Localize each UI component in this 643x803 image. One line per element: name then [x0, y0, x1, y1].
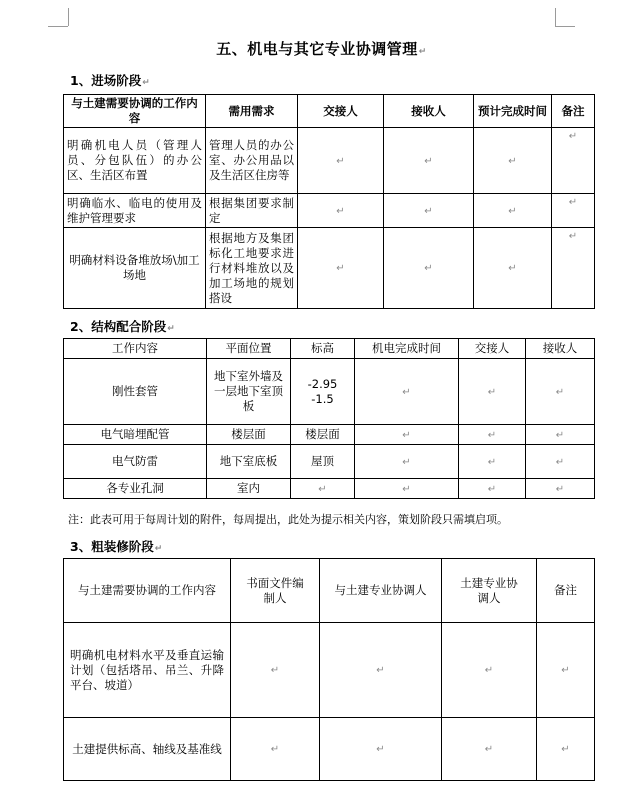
section-heading-rough-decoration: 3、粗装修阶段↵ — [70, 539, 163, 554]
table-cell: 土建提供标高、轴线及基准线 — [64, 718, 231, 781]
empty-cell: ↵ — [384, 194, 474, 228]
empty-cell: ↵ — [552, 194, 595, 228]
header-cell: 机电完成时间 — [355, 339, 459, 359]
structure-stage-table — [63, 338, 595, 499]
empty-cell: ↵ — [459, 479, 526, 499]
header-cell: 接收人 — [384, 95, 474, 128]
empty-cell: ↵ — [552, 228, 595, 309]
empty-cell: ↵ — [474, 128, 552, 194]
rough-decoration-table — [63, 558, 595, 781]
header-cell: 接收人 — [526, 339, 595, 359]
empty-cell: ↵ — [526, 425, 595, 445]
empty-cell: ↵ — [291, 479, 355, 499]
crop-mark-top-left-v — [68, 8, 69, 26]
section-heading-structure: 2、结构配合阶段↵ — [70, 319, 175, 334]
table-cell: 电气暗埋配管 — [64, 425, 207, 445]
header-cell: 工作内容 — [64, 339, 207, 359]
table-row — [64, 718, 595, 781]
empty-cell: ↵ — [442, 718, 537, 781]
table-cell: 楼层面 — [207, 425, 291, 445]
table-row — [64, 228, 595, 309]
table-cell: 楼层面 — [291, 425, 355, 445]
table-row — [64, 425, 595, 445]
header-cell: 平面位置 — [207, 339, 291, 359]
empty-cell: ↵ — [298, 128, 384, 194]
table-cell: -2.95 -1.5 — [291, 359, 355, 425]
table-cell: 屋顶 — [291, 445, 355, 479]
empty-cell: ↵ — [298, 228, 384, 309]
paragraph-mark-icon: ↵ — [142, 78, 150, 88]
empty-cell: ↵ — [320, 623, 442, 718]
section-heading-entry: 1、进场阶段↵ — [70, 73, 150, 88]
empty-cell: ↵ — [355, 445, 459, 479]
table-cell: 明确机电材料水平及垂直运输计划（包括塔吊、吊兰、升降平台、坡道） — [64, 623, 231, 718]
header-cell: 标高 — [291, 339, 355, 359]
table-row — [64, 445, 595, 479]
empty-cell: ↵ — [459, 445, 526, 479]
empty-cell: ↵ — [355, 359, 459, 425]
empty-cell: ↵ — [384, 128, 474, 194]
entry-stage-table — [63, 94, 595, 309]
table-cell: 管理人员的办公室、办公用品以及生活区住房等 — [206, 128, 298, 194]
table-header-row — [64, 339, 595, 359]
table-cell: 根据地方及集团标化工地要求进行材料堆放以及加工场地的规划搭设 — [206, 228, 298, 309]
table-cell: 地下室外墙及一层地下室顶板 — [207, 359, 291, 425]
empty-cell: ↵ — [384, 228, 474, 309]
table-cell: 电气防雷 — [64, 445, 207, 479]
table-cell: 明确材料设备堆放场\加工场地 — [64, 228, 206, 309]
table-cell: 室内 — [207, 479, 291, 499]
table-row — [64, 359, 595, 425]
header-cell: 预计完成时间 — [474, 95, 552, 128]
empty-cell: ↵ — [320, 718, 442, 781]
empty-cell: ↵ — [459, 359, 526, 425]
empty-cell: ↵ — [231, 718, 320, 781]
empty-cell: ↵ — [231, 623, 320, 718]
crop-mark-top-left-h — [48, 26, 68, 27]
header-cell: 交接人 — [298, 95, 384, 128]
crop-mark-top-right-v — [555, 8, 556, 26]
table-row — [64, 194, 595, 228]
crop-mark-top-right-h — [555, 26, 575, 27]
header-cell: 备注 — [552, 95, 595, 128]
table-cell: 地下室底板 — [207, 445, 291, 479]
header-cell: 交接人 — [459, 339, 526, 359]
table-cell: 明确机电人员（管理人员、分包队伍）的办公区、生活区布置 — [64, 128, 206, 194]
paragraph-mark-icon: ↵ — [167, 324, 175, 334]
empty-cell: ↵ — [459, 425, 526, 445]
header-cell: 书面文件编制人 — [231, 559, 320, 623]
table-note: 注：此表可用于每周计划的附件，每周提出，此处为提示相关内容，策划阶段只需填启项。 — [68, 513, 508, 526]
table-row — [64, 128, 595, 194]
empty-cell: ↵ — [537, 623, 595, 718]
table-cell: 根据集团要求制定 — [206, 194, 298, 228]
empty-cell: ↵ — [474, 228, 552, 309]
empty-cell: ↵ — [355, 425, 459, 445]
table-row — [64, 479, 595, 499]
header-cell: 土建专业协调人 — [442, 559, 537, 623]
empty-cell: ↵ — [526, 479, 595, 499]
header-cell: 需用需求 — [206, 95, 298, 128]
page-title: 五、机电与其它专业协调管理↵ — [216, 40, 427, 58]
empty-cell: ↵ — [526, 359, 595, 425]
table-cell: 明确临水、临电的使用及维护管理要求 — [64, 194, 206, 228]
header-cell: 与土建需要协调的工作内容 — [64, 95, 206, 128]
table-header-row — [64, 95, 595, 128]
table-cell: 各专业孔洞 — [64, 479, 207, 499]
empty-cell: ↵ — [442, 623, 537, 718]
table-cell: 刚性套管 — [64, 359, 207, 425]
paragraph-mark-icon: ↵ — [154, 544, 163, 554]
table-header-row — [64, 559, 595, 623]
empty-cell: ↵ — [474, 194, 552, 228]
table-row — [64, 623, 595, 718]
header-cell: 与土建需要协调的工作内容 — [64, 559, 231, 623]
paragraph-mark-icon: ↵ — [418, 47, 427, 57]
empty-cell: ↵ — [355, 479, 459, 499]
header-cell: 备注 — [537, 559, 595, 623]
empty-cell: ↵ — [526, 445, 595, 479]
header-cell: 与土建专业协调人 — [320, 559, 442, 623]
empty-cell: ↵ — [552, 128, 595, 194]
empty-cell: ↵ — [537, 718, 595, 781]
empty-cell: ↵ — [298, 194, 384, 228]
